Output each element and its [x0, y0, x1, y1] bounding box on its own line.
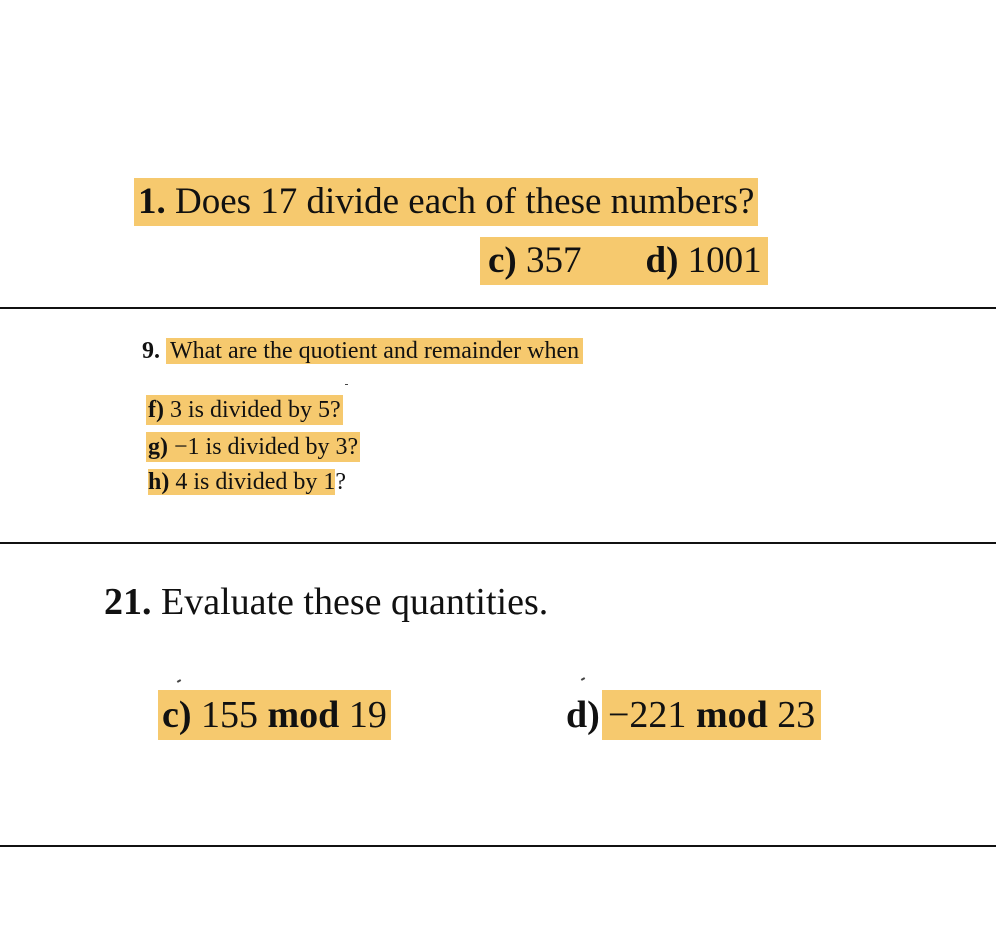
- question-1-prompt: [134, 178, 758, 226]
- question-1-parts: [480, 237, 768, 285]
- section-divider-1: [0, 307, 996, 309]
- q9-part-h: [146, 467, 348, 497]
- question-21-prompt: [104, 576, 548, 628]
- q9-part-g-label: g): [148, 434, 168, 460]
- scan-mark: [345, 384, 348, 385]
- scan-mark: [177, 679, 181, 683]
- q21-part-d: [602, 690, 821, 740]
- q21-part-c-operator: mod: [267, 694, 340, 736]
- question-9-prompt: [142, 336, 583, 366]
- q9-part-f: [146, 395, 343, 425]
- q9-part-f-text: 3 is divided by 5?: [169, 397, 341, 423]
- q21-part-d-label: d): [566, 694, 600, 736]
- q21-part-c-label: c): [162, 694, 192, 736]
- question-21-text: Evaluate these quantities.: [161, 581, 549, 623]
- q9-part-g-text: −1 is divided by 3?: [174, 434, 359, 460]
- question-1-number: 1.: [138, 181, 166, 222]
- section-divider-2: [0, 542, 996, 544]
- q1-part-d-value: 1001: [687, 240, 762, 281]
- q9-part-h-text: 4 is divided by 1: [175, 469, 336, 495]
- q1-part-d-label: d): [645, 240, 679, 281]
- q1-part-c-value: 357: [526, 240, 582, 281]
- section-divider-3: [0, 845, 996, 847]
- q21-part-d-modulus: 23: [777, 694, 816, 736]
- question-9-number: 9.: [142, 338, 160, 364]
- scan-mark: [581, 677, 585, 681]
- q21-part-d-label-wrap: [566, 690, 600, 740]
- q21-part-d-number: −221: [608, 694, 687, 736]
- q21-part-c-modulus: 19: [348, 694, 387, 736]
- q21-part-d-operator: mod: [695, 694, 768, 736]
- question-21-number: 21.: [104, 581, 152, 623]
- q21-part-c: [158, 690, 391, 740]
- q9-part-h-label: h): [148, 469, 170, 495]
- q9-part-h-tail: ?: [335, 469, 346, 495]
- question-9-text: What are the quotient and remainder when: [166, 338, 583, 364]
- q9-part-f-label: f): [148, 397, 164, 423]
- q9-part-g: [146, 432, 360, 462]
- question-1-text: Does 17 divide each of these numbers?: [175, 181, 755, 222]
- q21-part-c-number: 155: [201, 694, 259, 736]
- q1-part-c-label: c): [488, 240, 517, 281]
